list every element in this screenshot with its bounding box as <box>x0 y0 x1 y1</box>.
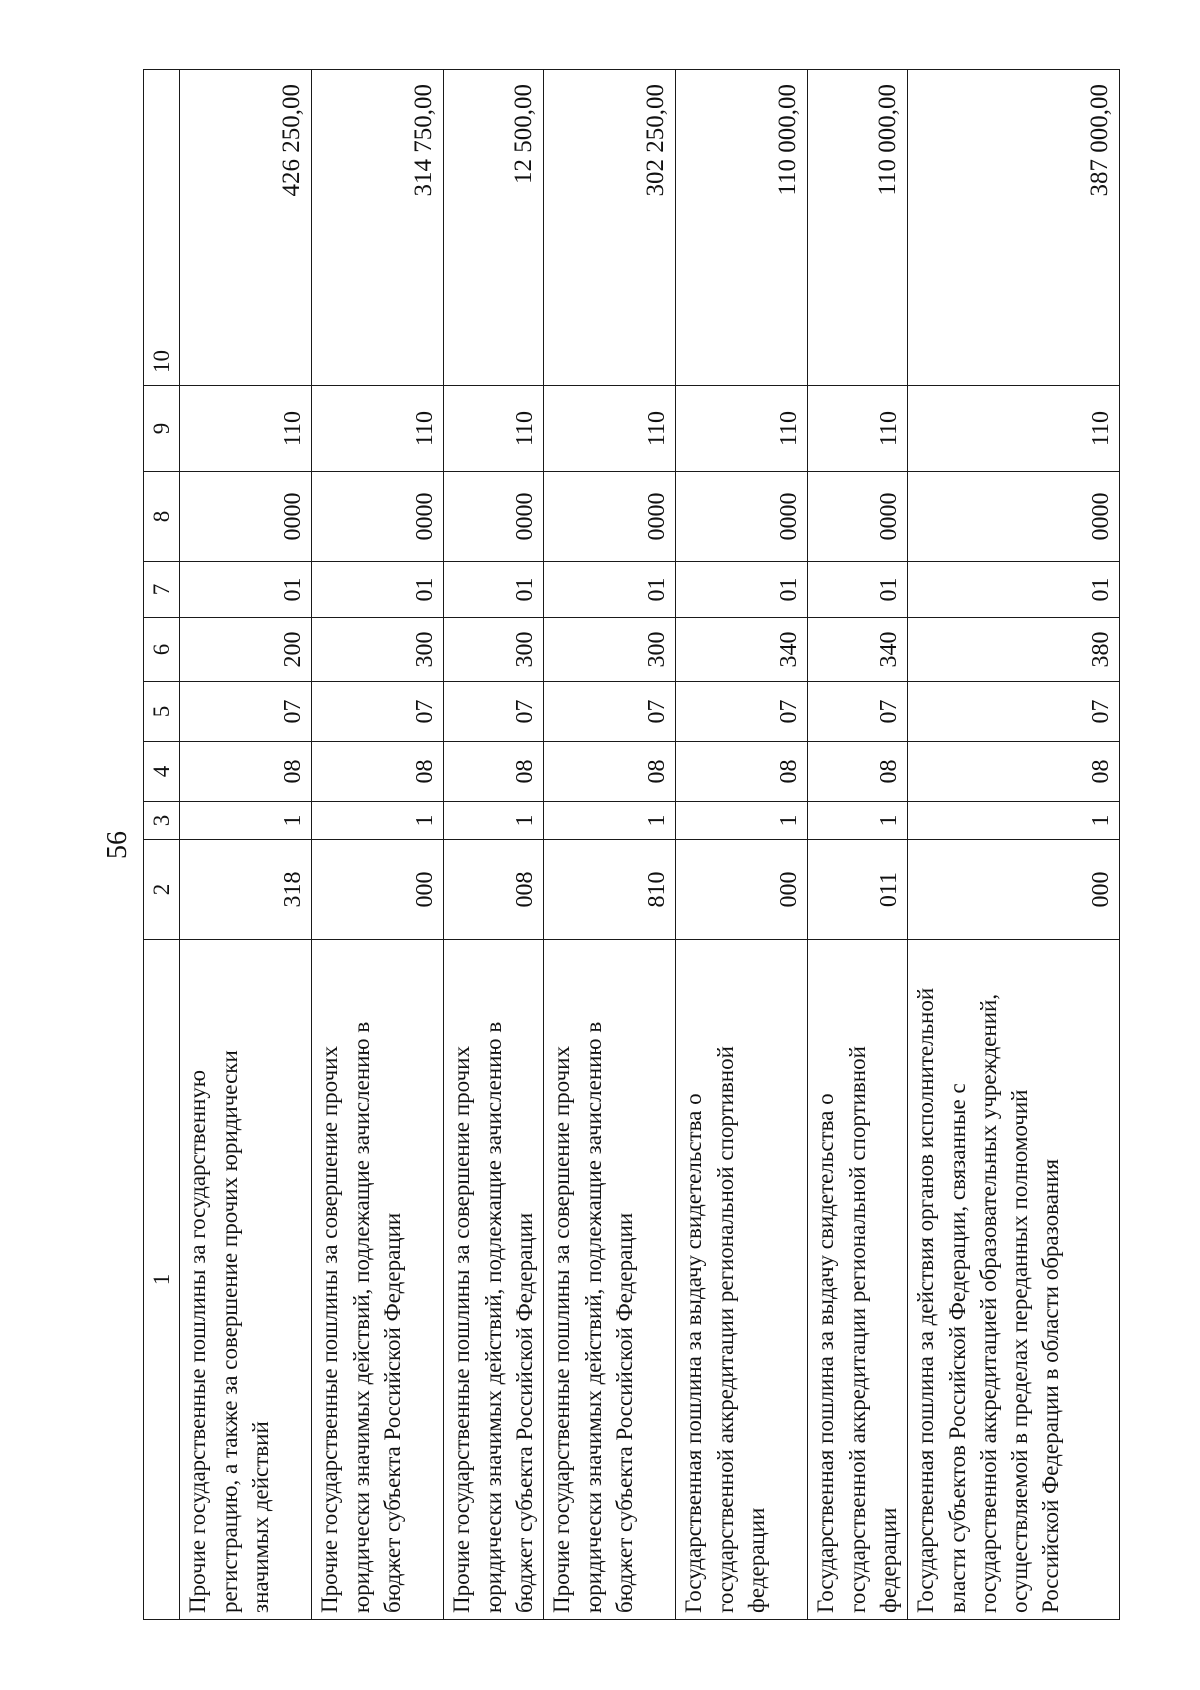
description-line: бюджет субъекта Российской Федерации <box>511 1212 537 1613</box>
row-description <box>908 940 1120 1620</box>
description-line: государственной аккредитацией образовательных учреждений, <box>975 993 1001 1613</box>
amount-cell: 426 250,00 <box>180 70 312 386</box>
page-number: 56 <box>102 831 133 859</box>
code-cell-2: 000 <box>676 840 808 940</box>
code-cell-5: 07 <box>544 682 676 742</box>
header-col-10: 10 <box>144 70 180 386</box>
amount-cell: 110 000,00 <box>808 70 908 386</box>
code-cell-7: 01 <box>676 562 808 618</box>
code-cell-4: 08 <box>544 742 676 802</box>
code-cell-9: 110 <box>444 386 544 472</box>
header-col-5: 5 <box>144 682 180 742</box>
code-cell-8: 0000 <box>908 472 1120 562</box>
code-cell-8: 0000 <box>444 472 544 562</box>
code-cell-5: 07 <box>444 682 544 742</box>
code-cell-4: 08 <box>444 742 544 802</box>
row-description <box>808 940 908 1620</box>
revenue-table <box>143 69 1120 1620</box>
header-col-7: 7 <box>144 562 180 618</box>
code-cell-4: 08 <box>808 742 908 802</box>
table-row <box>312 70 444 1620</box>
code-cell-5: 07 <box>676 682 808 742</box>
code-cell-5: 07 <box>312 682 444 742</box>
code-cell-8: 0000 <box>544 472 676 562</box>
description-line: значимых действий <box>247 1421 273 1613</box>
table-row <box>908 70 1120 1620</box>
code-cell-4: 08 <box>312 742 444 802</box>
code-cell-7: 01 <box>808 562 908 618</box>
row-description <box>312 940 444 1620</box>
code-cell-3: 1 <box>676 802 808 840</box>
code-cell-5: 07 <box>908 682 1120 742</box>
description-line: федерации <box>743 1507 769 1613</box>
description-line: Прочие государственные пошлины за государственную <box>185 1069 211 1613</box>
rotated-table-wrapper <box>143 70 1114 1620</box>
description-line: Прочие государственные пошлины за совершение прочих <box>549 1046 575 1613</box>
code-cell-4: 08 <box>908 742 1120 802</box>
code-cell-8: 0000 <box>180 472 312 562</box>
header-row <box>144 70 180 1620</box>
code-cell-5: 07 <box>808 682 908 742</box>
code-cell-6: 300 <box>312 618 444 682</box>
header-col-3: 3 <box>144 802 180 840</box>
code-cell-6: 300 <box>544 618 676 682</box>
code-cell-3: 1 <box>908 802 1120 840</box>
code-cell-7: 01 <box>908 562 1120 618</box>
code-cell-9: 110 <box>808 386 908 472</box>
header-col-8: 8 <box>144 472 180 562</box>
code-cell-9: 110 <box>312 386 444 472</box>
amount-cell: 314 750,00 <box>312 70 444 386</box>
code-cell-2: 000 <box>908 840 1120 940</box>
code-cell-7: 01 <box>312 562 444 618</box>
description-line: осуществляемой в пределах переданных полномочий <box>1007 1089 1033 1613</box>
header-col-4: 4 <box>144 742 180 802</box>
code-cell-4: 08 <box>180 742 312 802</box>
description-line: юридически значимых действий, подлежащие зачислению в <box>580 1021 606 1613</box>
table-row <box>544 70 676 1620</box>
description-line: государственной аккредитации региональной спортивной <box>844 1046 870 1613</box>
code-cell-8: 0000 <box>808 472 908 562</box>
code-cell-4: 08 <box>676 742 808 802</box>
code-cell-6: 300 <box>444 618 544 682</box>
code-cell-2: 318 <box>180 840 312 940</box>
description-line: юридически значимых действий, подлежащие зачислению в <box>348 1021 374 1613</box>
description-line: Государственная пошлина за действия органов исполнительной <box>913 987 939 1613</box>
table-row <box>676 70 808 1620</box>
code-cell-8: 0000 <box>312 472 444 562</box>
row-description <box>180 940 312 1620</box>
code-cell-9: 110 <box>180 386 312 472</box>
description-line: бюджет субъекта Российской Федерации <box>379 1212 405 1613</box>
header-col-6: 6 <box>144 618 180 682</box>
code-cell-3: 1 <box>808 802 908 840</box>
code-cell-3: 1 <box>180 802 312 840</box>
code-cell-3: 1 <box>444 802 544 840</box>
code-cell-3: 1 <box>312 802 444 840</box>
code-cell-8: 0000 <box>676 472 808 562</box>
code-cell-2: 008 <box>444 840 544 940</box>
code-cell-9: 110 <box>908 386 1120 472</box>
table-row <box>180 70 312 1620</box>
amount-cell: 12 500,00 <box>444 70 544 386</box>
description-line: власти субъектов Российской Федерации, связанные с <box>944 1083 970 1613</box>
description-line: федерации <box>875 1507 901 1613</box>
code-cell-7: 01 <box>180 562 312 618</box>
header-col-2: 2 <box>144 840 180 940</box>
code-cell-7: 01 <box>444 562 544 618</box>
code-cell-6: 340 <box>808 618 908 682</box>
table-row <box>808 70 908 1620</box>
code-cell-3: 1 <box>544 802 676 840</box>
row-description <box>676 940 808 1620</box>
table-row <box>444 70 544 1620</box>
code-cell-2: 000 <box>312 840 444 940</box>
amount-cell: 110 000,00 <box>676 70 808 386</box>
description-line: Государственная пошлина за выдачу свидетельства о <box>681 1093 707 1613</box>
description-line: бюджет субъекта Российской Федерации <box>611 1212 637 1613</box>
code-cell-2: 810 <box>544 840 676 940</box>
description-line: Прочие государственные пошлины за совершение прочих <box>317 1046 343 1613</box>
code-cell-9: 110 <box>676 386 808 472</box>
amount-cell: 387 000,00 <box>908 70 1120 386</box>
description-line: Прочие государственные пошлины за совершение прочих <box>449 1046 475 1613</box>
code-cell-6: 340 <box>676 618 808 682</box>
code-cell-9: 110 <box>544 386 676 472</box>
header-col-9: 9 <box>144 386 180 472</box>
row-description <box>544 940 676 1620</box>
code-cell-7: 01 <box>544 562 676 618</box>
description-line: Государственная пошлина за выдачу свидетельства о <box>813 1093 839 1613</box>
code-cell-6: 200 <box>180 618 312 682</box>
row-description <box>444 940 544 1620</box>
code-cell-5: 07 <box>180 682 312 742</box>
description-line: юридически значимых действий, подлежащие зачислению в <box>480 1021 506 1613</box>
code-cell-6: 380 <box>908 618 1120 682</box>
code-cell-2: 011 <box>808 840 908 940</box>
description-line: государственной аккредитации региональной спортивной <box>712 1046 738 1613</box>
description-line: Российской Федерации в области образования <box>1038 1158 1064 1613</box>
description-line: регистрацию, а также за совершение прочих юридически <box>216 1050 242 1613</box>
amount-cell: 302 250,00 <box>544 70 676 386</box>
header-col-1: 1 <box>144 940 180 1620</box>
